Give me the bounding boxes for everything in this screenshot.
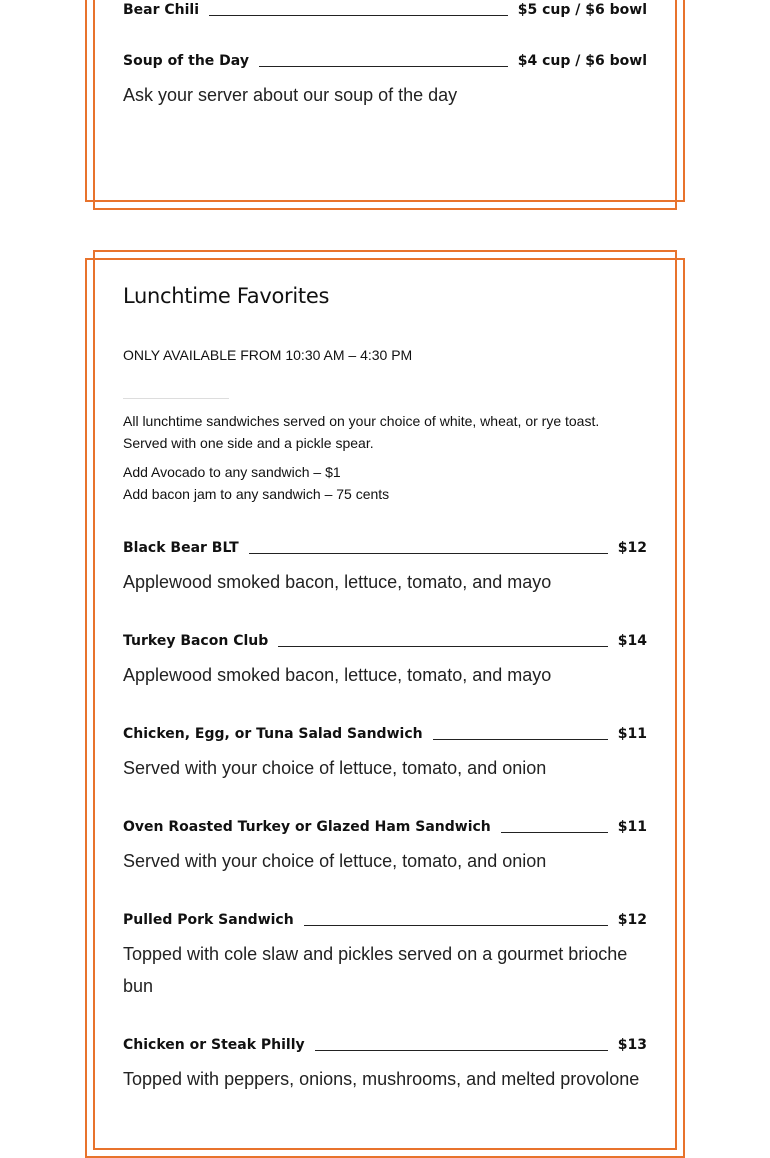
menu-item-name: Turkey Bacon Club	[123, 633, 269, 649]
menu-item-row	[123, 1031, 647, 1055]
menu-item-row	[123, 720, 647, 744]
dotted-leader	[278, 645, 608, 647]
menu-item-price: $12	[617, 912, 647, 928]
menu-item-description: Served with your choice of lettuce, tomato, and onion	[123, 758, 547, 778]
menu-item-row	[123, 0, 647, 20]
menu-item-row	[123, 534, 647, 558]
dotted-leader	[501, 831, 608, 833]
dotted-leader	[209, 14, 508, 16]
menu-item-description: Topped with peppers, onions, mushrooms, and melted provolone	[123, 1069, 640, 1089]
menu-item-row	[123, 627, 647, 651]
dotted-leader	[433, 738, 608, 740]
menu-item-row	[123, 906, 647, 930]
menu-item-price: $11	[617, 819, 647, 835]
sandwich-note-line: All lunchtime sandwiches served on your choice of white, wheat, or rye toast.	[123, 413, 600, 429]
menu-item-row	[123, 813, 647, 837]
addon-note-line: Add bacon jam to any sandwich – 75 cents	[123, 486, 390, 502]
menu-item-price: $14	[617, 633, 647, 649]
sandwich-note-line: Served with one side and a pickle spear.	[123, 435, 374, 451]
menu-item-description: Applewood smoked bacon, lettuce, tomato, and mayo	[123, 572, 552, 592]
menu-item-name: Chicken, Egg, or Tuna Salad Sandwich	[123, 726, 423, 742]
menu-item-price: $4 cup / $6 bowl	[517, 53, 647, 69]
dotted-leader	[315, 1049, 608, 1051]
menu-item-name: Bear Chili	[123, 2, 200, 18]
divider	[123, 398, 229, 399]
menu-item-price: $5 cup / $6 bowl	[517, 2, 647, 18]
dotted-leader	[304, 924, 608, 926]
lunch-card-frame-inner	[93, 250, 677, 1150]
menu-item-name: Chicken or Steak Philly	[123, 1037, 305, 1053]
section-title: Lunchtime Favorites	[123, 284, 330, 308]
addon-note-line: Add Avocado to any sandwich – $1	[123, 464, 341, 480]
menu-item-description: Ask your server about our soup of the day	[123, 85, 458, 105]
menu-item-description: Topped with cole slaw and pickles served on a gourmet brioche bun	[123, 944, 628, 996]
menu-item-description: Applewood smoked bacon, lettuce, tomato, and mayo	[123, 665, 552, 685]
menu-item-row	[123, 47, 647, 71]
menu-item-name: Black Bear BLT	[123, 540, 239, 556]
menu-item-name: Soup of the Day	[123, 53, 249, 69]
menu-item-price: $13	[617, 1037, 647, 1053]
dotted-leader	[249, 552, 608, 554]
availability-note: ONLY AVAILABLE FROM 10:30 AM – 4:30 PM	[123, 347, 413, 363]
menu-item-price: $11	[617, 726, 647, 742]
menu-item-price: $12	[617, 540, 647, 556]
menu-item-name: Oven Roasted Turkey or Glazed Ham Sandwich	[123, 819, 491, 835]
menu-item-description: Served with your choice of lettuce, tomato, and onion	[123, 851, 547, 871]
menu-item-name: Pulled Pork Sandwich	[123, 912, 294, 928]
dotted-leader	[259, 65, 508, 67]
